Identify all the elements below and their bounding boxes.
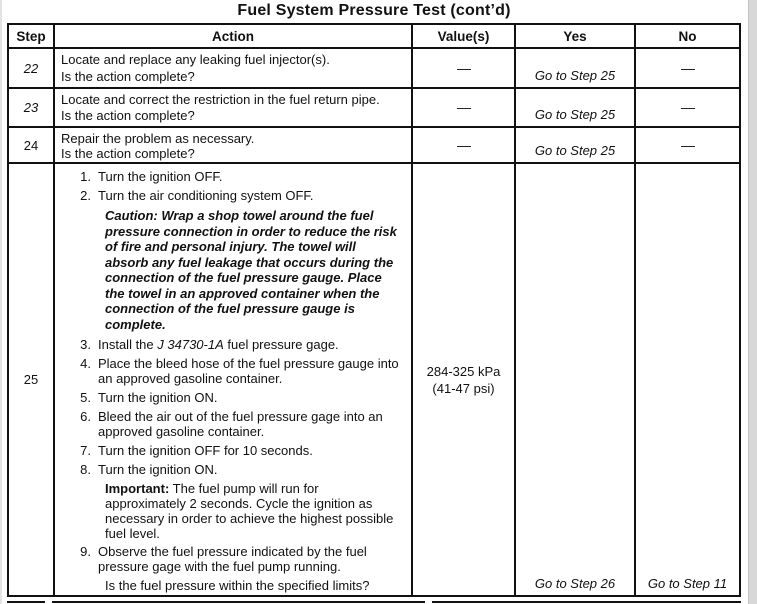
item-text xyxy=(98,337,406,352)
header-values: Value(s) xyxy=(413,25,516,47)
important-text: The fuel pump will run for approximately 2 seconds. Cycle the ignition as necessary in order to achieve the highest possible fuel level. xyxy=(105,481,394,542)
procedure-item xyxy=(74,544,406,574)
action-question: Is the action complete? xyxy=(61,146,195,162)
value-psi: (41-47 psi) xyxy=(432,380,495,396)
item-number: 8. xyxy=(80,462,91,478)
item-text: Turn the ignition ON. xyxy=(98,462,218,478)
item-number: 9. xyxy=(80,544,91,560)
item-number: 4. xyxy=(80,356,91,372)
yes-goto-text: Go to Step 25 xyxy=(534,143,616,159)
procedure-item xyxy=(74,337,406,352)
header-yes: Yes xyxy=(516,25,636,47)
item-number: 6. xyxy=(80,409,91,425)
important-note xyxy=(105,481,402,541)
header-step: Step xyxy=(9,25,55,47)
table-row-step-24 xyxy=(9,128,739,164)
item-number: 1. xyxy=(80,169,91,185)
yes-goto-text: Go to Step 25 xyxy=(534,107,616,123)
action-question: Is the action complete? xyxy=(61,108,195,124)
value-cell: — xyxy=(413,49,516,86)
procedure-item xyxy=(74,188,406,203)
procedure-item xyxy=(74,462,406,477)
no-goto-text: Go to Step 11 xyxy=(647,576,728,592)
action-text: Locate and replace any leaking fuel injector(s). xyxy=(61,52,330,68)
table-row-step-22 xyxy=(9,49,739,88)
procedure-item xyxy=(74,356,406,386)
action-question: Is the action complete? xyxy=(61,68,195,84)
no-cell: — xyxy=(681,60,694,77)
table-row-step-25 xyxy=(9,164,739,595)
page-scan-edge-right xyxy=(748,0,757,604)
procedure-item xyxy=(74,443,406,458)
value-cell: — xyxy=(413,128,516,162)
item-number: 5. xyxy=(80,390,91,406)
pressure-test-table xyxy=(7,23,741,597)
no-cell: — xyxy=(681,99,694,116)
item-number: 7. xyxy=(80,443,91,459)
tool-number: J 34730-1A xyxy=(157,337,224,353)
value-kpa: 284-325 kPa xyxy=(426,363,501,379)
action-text: Locate and correct the restriction in the fuel return pipe. xyxy=(61,91,380,107)
item-text-post: fuel pressure gage. xyxy=(223,337,339,353)
procedure-item xyxy=(74,169,406,184)
item-text: Turn the air conditioning system OFF. xyxy=(98,188,314,204)
yes-goto-text: Go to Step 25 xyxy=(534,67,616,83)
header-action: Action xyxy=(55,25,413,47)
item-text: Turn the ignition OFF. xyxy=(98,169,223,185)
yes-goto-text: Go to Step 26 xyxy=(534,576,616,592)
item-text-pre: Install the xyxy=(98,337,158,353)
action-question: Is the fuel pressure within the specified limits? xyxy=(105,578,370,594)
item-text: Turn the ignition OFF for 10 seconds. xyxy=(98,443,313,459)
caution-note: Caution: Wrap a shop towel around the fuel pressure connection in order to reduce the risk of fire and personal injury. The towel will absorb any fuel leakage that occurs during the connection of the fuel pressure gauge. Place the towel in an approved container when the connection of the fuel pressure gauge is complete. xyxy=(105,208,397,332)
table-row-step-23 xyxy=(9,89,739,128)
action-text: Repair the problem as necessary. xyxy=(61,131,255,147)
next-row-partial-border xyxy=(7,601,45,603)
item-number: 2. xyxy=(80,188,91,204)
important-label: Important: xyxy=(105,481,170,497)
step-number: 25 xyxy=(9,164,55,595)
item-text: Place the bleed hose of the fuel pressure gauge into an approved gasoline container. xyxy=(98,356,399,387)
action-cell xyxy=(55,49,413,86)
item-number: 3. xyxy=(80,337,91,353)
item-text: Bleed the air out of the fuel pressure gage into an approved gasoline container. xyxy=(98,409,383,440)
header-no: No xyxy=(678,28,697,44)
action-cell xyxy=(55,128,413,162)
procedure-item xyxy=(74,390,406,405)
procedure-item xyxy=(74,409,406,439)
step-number: 24 xyxy=(9,128,55,162)
step-number: 23 xyxy=(9,89,55,126)
no-cell: — xyxy=(681,137,694,154)
table-header-row xyxy=(9,25,739,49)
page-title: Fuel System Pressure Test (cont’d) xyxy=(237,2,511,19)
next-row-partial-border xyxy=(52,601,425,603)
next-row-partial-border xyxy=(432,601,741,603)
item-text: Turn the ignition ON. xyxy=(98,390,218,406)
item-text: Observe the fuel pressure indicated by the fuel pressure gage with the fuel pump running. xyxy=(98,544,367,575)
action-cell xyxy=(55,89,413,126)
value-cell xyxy=(413,164,516,595)
page-scan-edge-left xyxy=(0,0,2,604)
step-number: 22 xyxy=(9,49,55,86)
value-cell: — xyxy=(413,89,516,126)
action-cell xyxy=(55,164,413,595)
